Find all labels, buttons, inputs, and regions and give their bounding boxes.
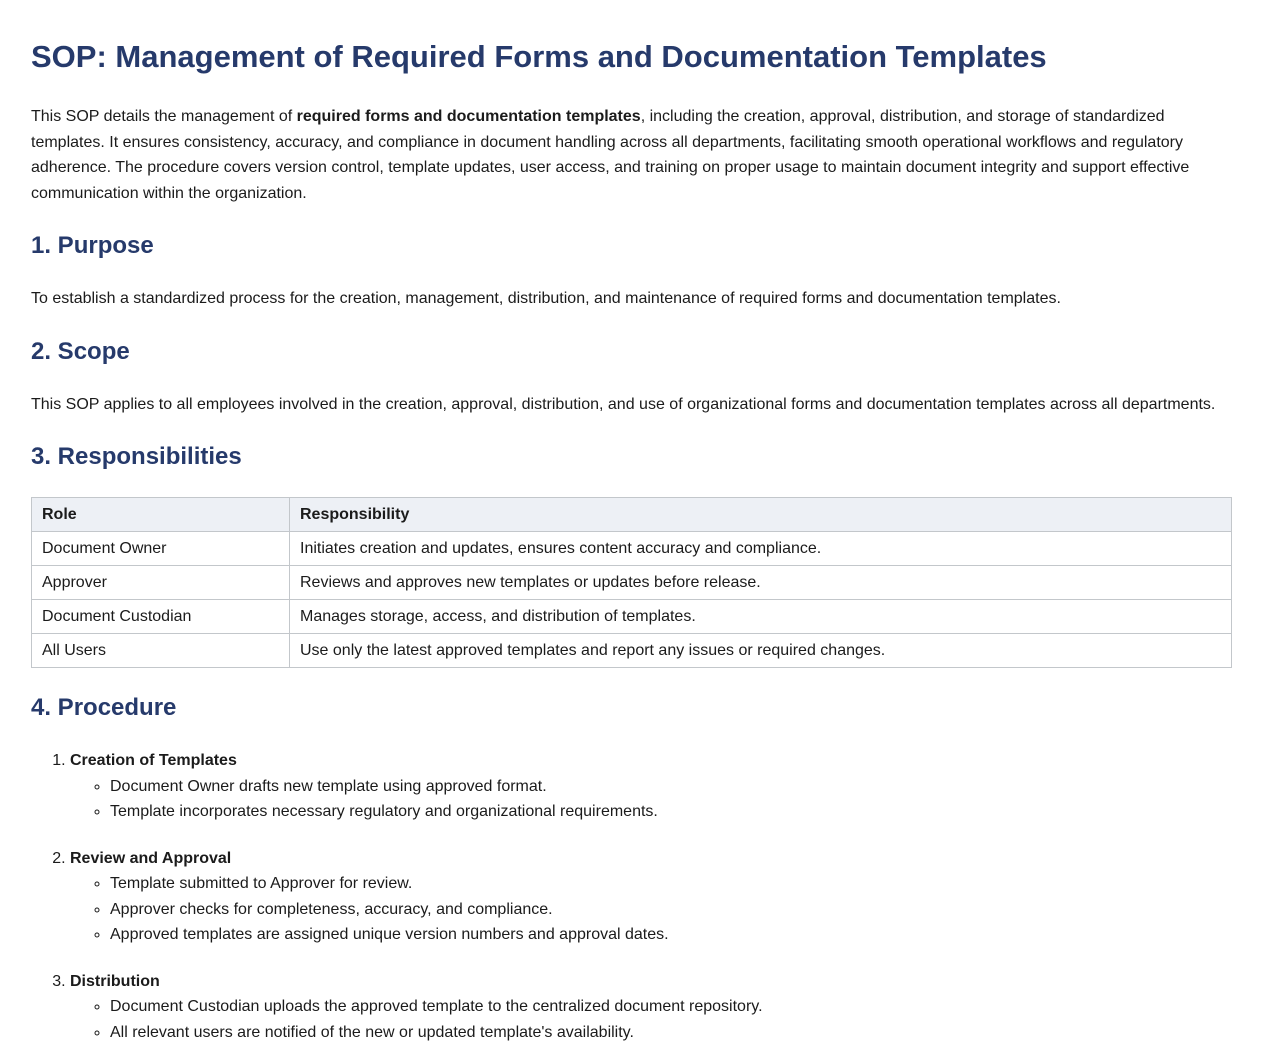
section-heading-responsibilities: 3. Responsibilities [31,443,1232,471]
step-title: Creation of Templates [70,752,237,769]
responsibility-cell: Use only the latest approved templates and report any issues or required changes. [290,634,1232,668]
bullet-item: ◦ Document Custodian uploads the approved template to the centralized document repository. [110,994,1232,1020]
table-row [32,634,1232,668]
intro-text-bold: required forms and documentation templates [297,108,641,125]
purpose-paragraph: To establish a standardized process for the creation, management, distribution, and maintenance of required forms and documentation templates. [31,286,1232,312]
procedure-step [70,748,1232,825]
table-header-row [32,498,1232,532]
table-header-responsibility: Responsibility [290,498,1232,532]
responsibility-cell: Reviews and approves new templates or updates before release. [290,566,1232,600]
role-cell: Approver [32,566,290,600]
procedure-step [70,969,1232,1045]
role-cell: Document Owner [32,532,290,566]
bullet-item: ◦ All relevant users are notified of the new or updated template's availability. [110,1020,1232,1045]
step-bullets [70,774,1232,825]
bullet-item: ◦ Approved templates are assigned unique version numbers and approval dates. [110,922,1232,948]
intro-text-pre: This SOP details the management of [31,108,297,125]
step-bullets [70,871,1232,948]
role-cell: Document Custodian [32,600,290,634]
step-title: Review and Approval [70,850,231,867]
table-row [32,532,1232,566]
responsibility-cell: Manages storage, access, and distribution of templates. [290,600,1232,634]
responsibilities-table [31,497,1232,668]
procedure-step [70,846,1232,948]
step-bullets [70,994,1232,1045]
step-title: Distribution [70,973,160,990]
table-row [32,566,1232,600]
table-header-role: Role [32,498,290,532]
intro-text-post: , including the creation, approval, distribution, and storage of standardized templates. It ensures consistency, accuracy, and compliance in document handling across all departments, facilitating smooth operational workflows and regulatory adherence. The procedure covers version control, template updates, user access, and training on proper usage to maintain document integrity and support effective communication within the organization. [31,108,1189,202]
document-title: SOP: Management of Required Forms and Documentation Templates [31,38,1232,75]
bullet-item: ◦ Document Owner drafts new template using approved format. [110,774,1232,800]
section-heading-procedure: 4. Procedure [31,694,1232,722]
role-cell: All Users [32,634,290,668]
intro-paragraph [31,104,1232,206]
table-row [32,600,1232,634]
section-heading-scope: 2. Scope [31,338,1232,366]
scope-paragraph: This SOP applies to all employees involved in the creation, approval, distribution, and use of organizational forms and documentation templates across all departments. [31,392,1232,418]
bullet-item: ◦ Approver checks for completeness, accuracy, and compliance. [110,897,1232,923]
bullet-item: ◦ Template submitted to Approver for review. [110,871,1232,897]
section-heading-purpose: 1. Purpose [31,232,1232,260]
bullet-item: ◦ Template incorporates necessary regulatory and organizational requirements. [110,799,1232,825]
responsibility-cell: Initiates creation and updates, ensures content accuracy and compliance. [290,532,1232,566]
procedure-list [31,748,1232,1045]
